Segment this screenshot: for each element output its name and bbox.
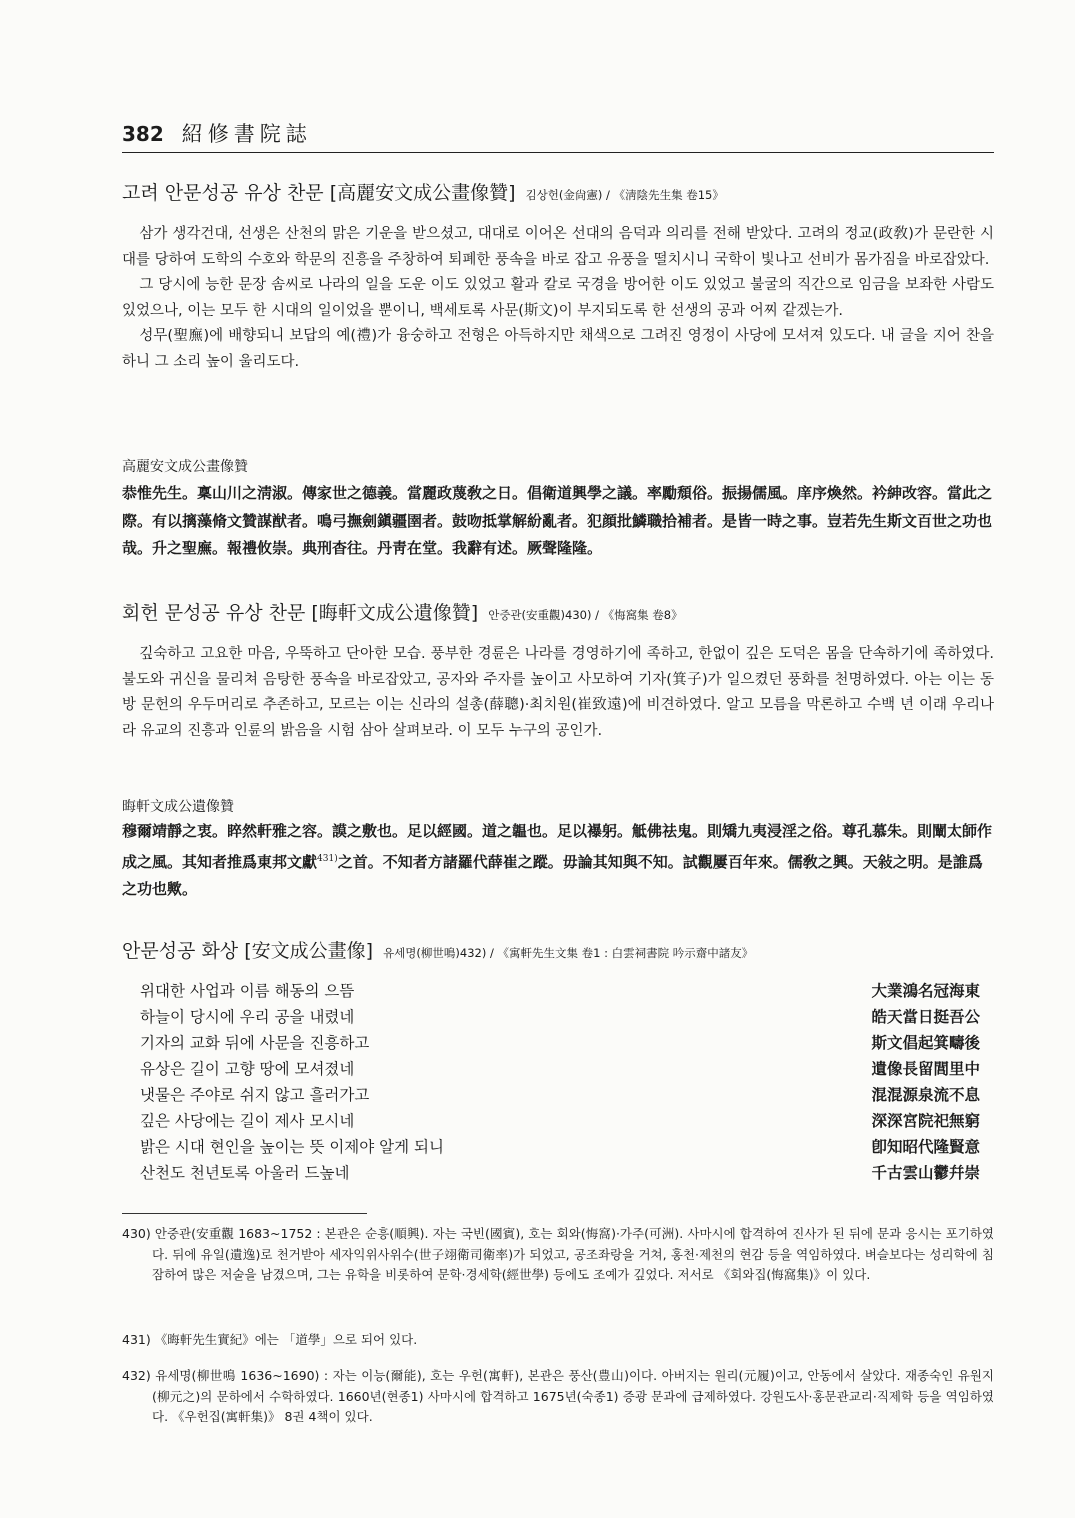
footnote-rule [122,1213,367,1214]
page-number: 382 [122,122,164,146]
paragraph: 성무(聖廡)에 배향되니 보답의 예(禮)가 융숭하고 전형은 아득하지만 채색으로 그려진 영정이 사당에 모셔져 있도다. 내 글을 지어 찬을 하니 그 소리 높이 울리도다. [122,328,994,370]
poem-line-cn: 千古雲山鬱幷崇 [871,1163,980,1182]
section-2-title: 회헌 문성공 유상 찬문 [晦軒文成公遺像贊] [122,602,479,624]
section-2-classical-title: 晦軒文成公遺像贊 [122,799,234,815]
section-1-source: 김상헌(金尙憲) / 《淸陰先生集 卷15》 [525,188,724,202]
paragraph: 삼가 생각건대, 선생은 산천의 맑은 기운을 받으셨고, 대대로 이어온 선대의 음덕과 의리를 전해 받았다. 고려의 정교(政敎)가 문란한 시대를 당하여 도학의 수호와 학문의 진흥을 주창하여 퇴폐한 풍속을 바로 잡고 유풍을 떨치시니 국학이 빛나고 선비가 몸가짐을 바로잡았다. [122,226,994,268]
poem-line-cn: 遺像長留閭里中 [871,1059,980,1078]
poem-line-ko: 기자의 교화 뒤에 사문을 진흥하고 [140,1034,370,1052]
section-2-heading [122,598,683,625]
classical-text-part: 穆爾靖靜之衷。睟然軒雅之容。謨之敷也。足以經國。道之韞也。足以襮躬。觝佛祛鬼。則矯九夷浸淫之俗。尊孔慕朱。則闡太師作成之風。其知者推爲東邦文獻 [122,822,993,871]
running-head [122,118,994,153]
footnote-430: 430) 안중관(安重觀 1683~1752 : 본관은 순흥(順興). 자는 국빈(國賓), 호는 회와(悔窩)·가주(可洲). 사마시에 합격하여 진사가 된 뒤에 문과 응시는 포기하였다. 뒤에 유일(遺逸)로 천거받아 세자익위사위수(世子翊衛司衛率)가 되었고, 공조좌랑을 거쳐, 홍천·제천의 현감 등을 역임하였다. 벼슬보다는 성리학에 침잠하여 많은 저술을 남겼으며, 그는 유학을 비롯하여 문학·경세학(經世學) 등에도 조예가 깊었다. 저서로 《회와집(悔窩集)》이 있다. [122,1226,994,1282]
poem-line-cn: 大業鴻名冠海東 [871,981,980,1000]
poem-line-ko: 깊은 사당에는 길이 제사 모시네 [140,1112,355,1130]
section-1-korean-translation [122,222,994,375]
section-3-heading [122,936,753,963]
poem-korean [140,978,444,1186]
poem-line-ko: 하늘이 당시에 우리 공을 내렸네 [140,1008,355,1026]
classical-text-part: 之首。不知者方諸羅代薛崔之蹤。毋論其知與不知。試觀屢百年來。儒敎之興。天敍之明。是誰爲之功也歟。 [122,852,983,898]
poem-line-ko: 유상은 길이 고향 땅에 모셔졌네 [140,1060,355,1078]
section-2-classical-text [122,818,994,904]
poem-line-cn: 混混源泉流不息 [871,1085,980,1104]
footnote-ref-431: 431) [317,853,338,864]
poem-line-cn: 斯文倡起箕疇後 [871,1033,980,1052]
section-2-source: 안중관(安重觀)430) / 《悔窩集 卷8》 [488,608,683,622]
poem-line-ko: 밝은 시대 현인을 높이는 뜻 이제야 알게 되니 [140,1138,445,1156]
poem-line-ko: 냇물은 주야로 쉬지 않고 흘러가고 [140,1086,370,1104]
footnote-431: 431) 《晦軒先生實紀》에는 「道學」으로 되어 있다. [122,1332,418,1347]
section-1-title: 고려 안문성공 유상 찬문 [高麗安文成公畫像贊] [122,182,516,204]
section-3-source: 유세명(柳世鳴)432) / 《寓軒先生文集 卷1 : 白雲祠書院 吟示齋中諸友》 [383,946,754,960]
section-1-heading [122,178,724,205]
poem-line-ko: 산천도 천년토록 아울러 드높네 [140,1164,350,1182]
section-1-classical-title: 高麗安文成公畫像贊 [122,459,248,475]
book-title: 紹修書院誌 [181,122,312,146]
poem-classical [871,978,980,1186]
footnote-432: 432) 유세명(柳世鳴 1636~1690) : 자는 이능(爾能), 호는 우헌(寓軒), 본관은 풍산(豊山)이다. 아버지는 원리(元履)이고, 안동에서 살았다. 재종숙인 유원지(柳元之)의 문하에서 수학하였다. 1660년(현종1) 사마시에 합격하고 1675년(숙종1) 증광 문과에 급제하였다. 강원도사·홍문관교리·직제학 등을 역임하였다. 《우헌집(寓軒集)》 8권 4책이 있다. [122,1368,994,1424]
paragraph: 그 당시에 능한 문장 솜씨로 나라의 일을 도운 이도 있었고 활과 칼로 국경을 방어한 이도 있었고 불굴의 직간으로 임금을 보좌한 사람도 있었으나, 이는 모두 한 시대의 일이었을 뿐이니, 백세토록 사문(斯文)이 부지되도록 한 선생의 공과 어찌 같겠는가. [122,277,994,319]
poem-line-cn: 深深宮院祀無窮 [871,1111,980,1130]
poem-line-ko: 위대한 사업과 이름 해동의 으뜸 [140,982,355,1000]
section-1-classical-text: 恭惟先生。稟山川之淸淑。傳家世之德義。當麗政蔑敎之日。倡衛道興學之議。率勵頹俗。振揚儒風。庠序煥然。衿紳改容。當此之際。有以摛藻脩文贊謀猷者。鳴弓撫劍鎭疆圉者。鼓吻抵掌解紛亂者。犯顔批鱗職拾補者。是皆一時之事。豈若先生斯文百世之功也哉。升之聖廡。報禮攸崇。典刑杳往。丹靑在堂。我辭有述。厥聲隆隆。 [122,484,993,557]
section-3-title: 안문성공 화상 [安文成公畫像] [122,940,374,962]
paragraph: 깊숙하고 고요한 마음, 우뚝하고 단아한 모습. 풍부한 경륜은 나라를 경영하기에 족하고, 한없이 깊은 도덕은 몸을 단속하기에 족하였다. 불도와 귀신을 물리쳐 음탕한 풍속을 바로잡았고, 공자와 주자를 높이고 사모하여 기자(箕子)가 일으켰던 풍화를 천명하였다. 아는 이는 동방 문헌의 우두머리로 추존하고, 모르는 이는 신라의 설총(薛聰)·최치원(崔致遠)에 비견하였다. 알고 모름을 막론하고 수백 년 이래 우리나라 유교의 진흥과 인륜의 밝음을 시험 삼아 살펴보라. 이 모두 누구의 공인가. [122,646,994,739]
poem-line-cn: 皓天當日挺吾公 [871,1007,980,1026]
section-2-korean-translation [122,642,994,744]
poem-line-cn: 卽知昭代隆賢意 [871,1137,980,1156]
